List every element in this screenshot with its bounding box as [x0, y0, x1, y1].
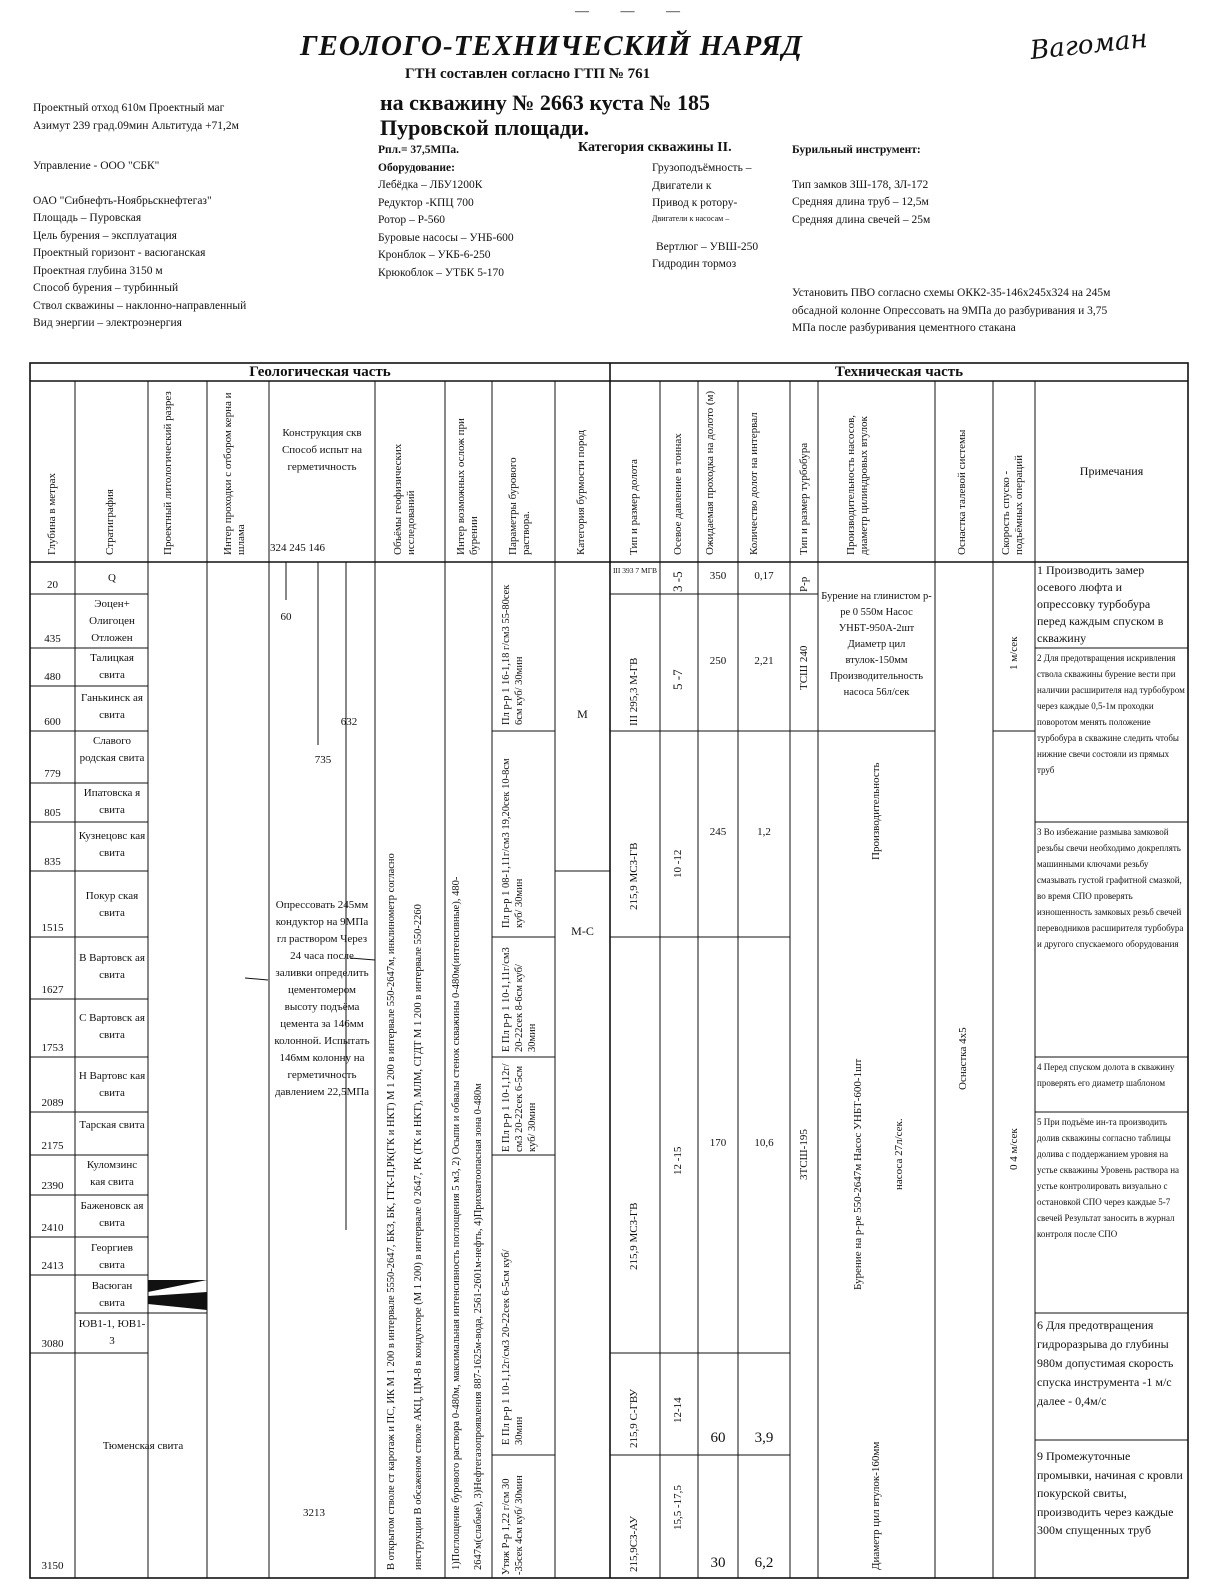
cat-item: Грузоподъёмность –	[652, 162, 752, 174]
tech-section-title: Техническая часть	[834, 364, 964, 380]
cat-item: Двигатели к	[652, 179, 712, 192]
stratum: В Вартовск ая свита	[79, 952, 145, 981]
mud-param: Пл р-р 1 08-1,11г/см3 19,20сек 10-8см куб/ 30мин	[501, 758, 525, 928]
casing-mark: 735	[314, 754, 332, 766]
depth-value: 2175	[41, 1140, 64, 1152]
mud-param: Пл р-р 1 16-1,18 г/см3 55-80сек 6см куб/ 30мин	[501, 584, 525, 725]
info-line: Проектный отход 610м Проектный маг	[33, 102, 225, 114]
header-pump: Производительность насосов, диаметр цилиндровых втулок	[845, 414, 870, 555]
pressure: Рпл.= 37,5МПа.	[378, 144, 459, 156]
depth-value: 779	[44, 768, 61, 780]
depth-value: 600	[44, 716, 61, 728]
signature: Вагоман	[1028, 23, 1149, 67]
header-quantity: Количество долот на интервал	[748, 412, 760, 555]
construction-text: Опрессовать 245мм кондуктор на 9МПа гл раствором Через 24 часа после заливки определить цементомером высоту подъёма цемента за 146мм колонной. Испытать 146мм колонну на герметичность давлением 22,5МПа	[274, 899, 370, 1098]
depth-value: 1515	[41, 922, 64, 934]
stratum: Талицкая свита	[90, 652, 134, 681]
trip-speed: 0 4 м/сек	[1008, 1128, 1020, 1170]
depth-value: 2390	[41, 1180, 64, 1192]
pvo-line: Установить ПВО согласно схемы ОКК2-35-146х245х324 на 245м	[792, 287, 1111, 299]
expected-run: 30	[710, 1555, 726, 1571]
depth-value: 2413	[41, 1260, 64, 1272]
equipment-title: Оборудование:	[378, 161, 455, 174]
stratum: ЮВ1-1, ЮВ1-3	[78, 1318, 146, 1347]
casing-mark: 632	[340, 716, 358, 728]
header-hardness: Категория бурмости пород	[575, 429, 587, 555]
header-constr-sizes: 324 245 146	[270, 542, 325, 554]
info-line: Вид энергии – электроэнергия	[33, 317, 182, 329]
well-line: на скважину № 2663 куста № 185	[380, 90, 711, 115]
pump-low-2: насоса 27л/сек.	[893, 1118, 905, 1190]
note-5: 5 При подъёме ин-та производить долив скважины согласно таблицы долива с поддержанием уровня на устье скважины Уровень раствора на устье контролировать визуально с остановкой СПО через каждые 5-7 свечей Результат заносить в журнал контроля после СПО	[1037, 1117, 1180, 1239]
tool-item: Тип замков ЗШ-178, ЗЛ-172	[792, 178, 929, 191]
depth-value: 3080	[41, 1338, 64, 1350]
header-strat: Стратиграфия	[104, 489, 116, 555]
depth-value: 20	[47, 579, 58, 591]
cat-item: Двигатели к насосам –	[652, 213, 730, 223]
expected-run: 250	[709, 655, 727, 667]
note-9: 9 Промежуточные промывки, начиная с кровли покурской свиты, производить через каждые 300м спущенных труб	[1037, 1449, 1183, 1537]
geo-section-title: Геологическая часть	[249, 364, 391, 380]
mud-param: Е Пл р-р 1 10-1,12г/см3 20-22сек 6-5см куб/ 30мин	[501, 1063, 538, 1152]
tool-item: Средняя длина свечей – 25м	[792, 213, 931, 226]
page-title: ГЕОЛОГО-ТЕХНИЧЕСКИЙ НАРЯД	[300, 30, 803, 62]
equip-item: Буровые насосы – УНБ-600	[378, 231, 514, 244]
equip-item: Лебёдка – ЛБУ1200К	[378, 179, 483, 191]
header-litho: Проектный литологический разрез	[162, 391, 174, 555]
info-line: Площадь – Пуровская	[33, 212, 142, 224]
header-speed: Скорость спуско - подъёмных операций	[1000, 454, 1025, 555]
stratum: Кузнецовс кая свита	[78, 830, 146, 859]
geophysics-text-1: В открытом стволе ст каротаж и ПС, ИК М 1 200 в интервале 5550-2647, БКЗ, БК, ГГК-П,РК(ГК и НКТ) М 1 200 в интервале 550-2647м, инклинометр согласно	[386, 853, 397, 1570]
equip-item: Ротор – Р-560	[378, 214, 446, 226]
bit-count: 10,6	[754, 1137, 774, 1149]
pump-low-1: Бурение на р-ре 550-2647м Насос УНБТ-600-1шт	[852, 1058, 864, 1290]
hardness: М-С	[571, 924, 594, 938]
bit-count: 2,21	[754, 655, 774, 667]
info-line: Проектный горизонт - васюганская	[33, 247, 206, 259]
depth-value: 3150	[41, 1560, 64, 1572]
bit-type: 215,9 С-ГВУ	[628, 1388, 640, 1448]
turbodrill: Р-р	[798, 576, 810, 592]
expected-run: 60	[710, 1430, 726, 1446]
mud-param: Утяж Р-р 1,22 г/см 30 -35сек 4см куб/ 30мин	[501, 1475, 525, 1575]
axial-load: 3 -5	[670, 571, 685, 592]
depth-value: 480	[44, 671, 61, 683]
pump-top: Бурение на глинистом р-ре 0 550м Насос УНБТ-950А-2шт Диаметр цил втулок-150мм Производительность насоса 56л/сек	[821, 591, 932, 698]
header-bit: Тип и размер долота	[628, 459, 640, 555]
stratum: Георгиев свита	[91, 1242, 133, 1271]
bit-count: 0,17	[754, 570, 774, 582]
page-subtitle: ГТН составлен согласно ГТП № 761	[405, 66, 651, 82]
mud-param: Е Пл р-р 1 10-1,11г/см3 20-22сек 8-6см куб/ 30мин	[501, 947, 538, 1052]
header-notes: Примечания	[1079, 464, 1144, 478]
header-core: Интер проходки с отбором керна и шлама	[222, 392, 247, 555]
info-line: Цель бурения – эксплуатация	[33, 229, 177, 242]
info-line: Ствол скважины – наклонно-направленный	[33, 299, 247, 312]
note-2: 2 Для предотвращения искривления ствола скважины бурение вести при наличии расширителя над турбобуром через каждые 0,5-1м проходки поворотом менять положение турбобура в скважине следить чтобы нижние свечи состояли из прямых труб	[1037, 653, 1185, 775]
tool-title: Бурильный инструмент:	[792, 144, 921, 156]
header-mud: Параметры бурового раствора.	[507, 457, 532, 555]
bit-type: III 393 7 МГВ	[612, 566, 658, 575]
header-geoph: Объёмы геофизических исследований	[392, 443, 417, 555]
complications-text-2: 2647м(слабые), 3)Нефтегазопроявления 887-1625м-вода, 2561-2601м-нефть, 4)Прихватоопасная зона 0-480м	[473, 1083, 484, 1570]
geophysics-text-2: инструкции В обсаженом стволе АКЦ, ЦМ-8 в кондукторе (М 1 200) в интервале 0 2647, РК (ГК и НКТ), МЛМ, СГДТ М 1 200 в интервале 550-2260	[413, 904, 424, 1570]
depth-value: 835	[44, 856, 61, 868]
bit-type: III 295,3 М-ГВ	[628, 657, 640, 726]
stratum: Тарская свита	[79, 1119, 145, 1131]
expected-run: 245	[709, 826, 727, 838]
stratum: Славого родская свита	[79, 735, 145, 764]
depth-value: 805	[44, 807, 61, 819]
axial-load: 12 -15	[672, 1146, 684, 1175]
trip-speed: 1 м/сек	[1008, 636, 1020, 670]
note-4: 4 Перед спуском долота в скважину проверять его диаметр шаблоном	[1037, 1062, 1175, 1088]
stratum: Баженовск ая свита	[80, 1200, 144, 1229]
pvo-line: обсадной колонне Опрессовать на 9МПа до разбуривания и 3,75	[792, 304, 1108, 317]
axial-load: 10 -12	[672, 849, 684, 878]
stratum: Q	[108, 572, 116, 584]
expected-run: 350	[709, 570, 727, 582]
mud-param: Е Пл р-р 1 10-1,12г/см3 20-22сек 6-5см куб/ 30мин	[501, 1249, 525, 1445]
stratum: Н Вартовс кая свита	[78, 1070, 146, 1099]
info-line: Способ бурения – турбинный	[33, 282, 179, 294]
equip-item: Кронблок – УКБ-6-250	[378, 249, 491, 261]
stratum: Эоцен+ Олигоцен Отложен	[89, 598, 135, 644]
axial-load: 12-14	[672, 1397, 684, 1423]
complications-text-1: 1)Поглощение бурового раствора 0-480м, максимальная интенсивность поглощения 5 м3, 2) Осыпи и обвалы стенок скважины 0-480м(интенсивные), 480-	[451, 876, 462, 1570]
header-constr: Конструкция скв Способ испыт на герметичность	[281, 427, 363, 473]
depth-value: 1627	[41, 984, 64, 996]
depth-value: 2410	[41, 1222, 64, 1234]
casing-mark: 60	[280, 611, 292, 623]
depth-value: 2089	[41, 1097, 64, 1109]
turbodrill: 3ТСШ-195	[798, 1129, 810, 1180]
bit-count: 3,9	[754, 1430, 774, 1446]
depth-value: 435	[44, 633, 61, 645]
cat-item: Привод к ротору-	[652, 197, 738, 209]
info-line: Азимут 239 град.09мин Альтитуда +71,2м	[33, 119, 239, 132]
bit-count: 1,2	[757, 826, 771, 838]
header-load: Осевое давление в тоннах	[672, 433, 684, 555]
pump-mid: Производительность	[870, 762, 882, 860]
well-category: Категория скважины II.	[578, 140, 732, 155]
stratum: Ипатовска я свита	[83, 787, 141, 816]
note-3: 3 Во избежание размыва замковой резьбы свечи необходимо докреплять машинными ключами резьбу смазывать густой графитной смазкой, во время СПО проверять изношенность замковых резьб свечей переводников расширителя турбобура и другого спускаемого оборудования	[1037, 827, 1184, 949]
hardness: М	[577, 707, 588, 721]
note-6: 6 Для предотвращения гидроразрыва до глубины 980м допустимая скорость спуска инструмента -1 м/с далее - 0,4м/с	[1037, 1318, 1174, 1408]
hoist-config: Оснастка 4х5	[957, 1027, 969, 1090]
stratum: Покур ская свита	[85, 890, 139, 919]
info-line: Управление - ООО "СБК"	[33, 160, 160, 172]
bit-type: 215,9 МСЗ-ГВ	[628, 1202, 640, 1270]
bit-count: 6,2	[754, 1555, 774, 1571]
bit-type: 215,9СЗ-АУ	[628, 1515, 640, 1572]
pump-low-3: Диаметр цил втулок-160мм	[870, 1441, 882, 1570]
dash-marks: — — —	[575, 4, 694, 19]
cat-item: Гидродин тормоз	[652, 258, 737, 270]
axial-load: 5 -7	[670, 669, 685, 690]
stratum: Васюган свита	[91, 1280, 133, 1309]
info-line: Проектная глубина 3150 м	[33, 264, 163, 277]
axial-load: 15,5 -17,5	[672, 1485, 684, 1530]
tool-item: Средняя длина труб – 12,5м	[792, 196, 929, 208]
expected-run: 170	[709, 1137, 727, 1149]
stratum: С Вартовск ая свита	[79, 1012, 145, 1041]
bit-type: 215,9 МСЗ-ГВ	[628, 842, 640, 910]
casing-mark: 3213	[303, 1507, 325, 1519]
header-turbo: Тип и размер турбобура	[798, 442, 810, 555]
depth-value: 1753	[41, 1042, 64, 1054]
cat-item: Вертлюг – УВШ-250	[656, 240, 759, 253]
header-depth: Глубина в метрах	[46, 473, 58, 555]
equip-item: Редуктор -КПЦ 700	[378, 196, 474, 209]
header-expected: Ожидаемая проходка на долото (м)	[704, 390, 716, 555]
header-compl: Интер возможных ослож при бурении	[455, 418, 480, 555]
equip-item: Крюкоблок – УТБК 5-170	[378, 266, 505, 279]
stratum: Куломзинс кая свита	[86, 1159, 138, 1188]
stratum: Тюменская свита	[102, 1440, 184, 1452]
turbodrill: ТСШ 240	[798, 645, 810, 690]
header-hoist: Оснастка талевой системы	[956, 429, 968, 555]
pvo-line: МПа после разбуривания цементного стакана	[792, 322, 1016, 334]
info-line: ОАО "Сибнефть-Ноябрьскнефтегаз"	[33, 194, 212, 207]
note-1: 1 Производить замер осевого люфта и опрессовку турбобура перед каждым спуском в скважину	[1037, 563, 1164, 645]
stratum: Ганькинск ая свита	[81, 692, 143, 721]
area-line: Пуровской площади.	[380, 115, 590, 140]
